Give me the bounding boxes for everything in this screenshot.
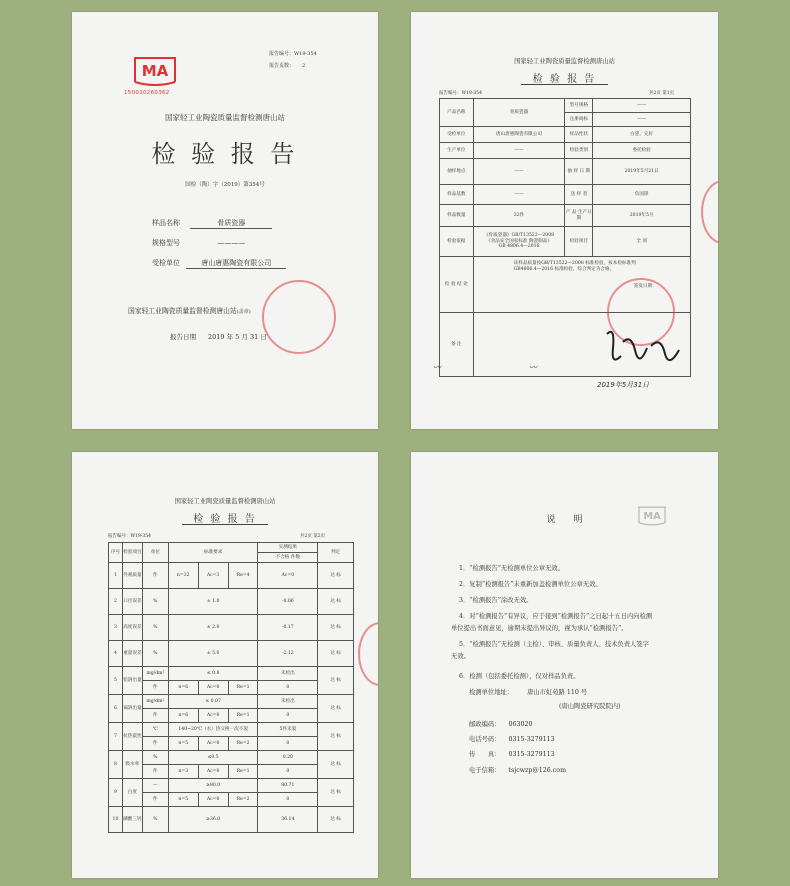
address-sub: (唐山陶瓷研究院院内) (559, 703, 621, 710)
note-item: 2．复制“检测报告”未重新加盖检测单位公章无效。 (459, 581, 602, 588)
edge-seal (701, 180, 718, 244)
table-row: 3 高度误差 % ± 2.0 -0.17 达 标 (109, 615, 354, 641)
table-row: 件 n=5 Ac=0 Re=2 0 (109, 737, 354, 751)
cma-code: 150010260362 (124, 90, 170, 96)
postcode-row: 邮政编码： 063020 (469, 721, 533, 728)
footer-org: 国家轻工业陶瓷质量监督检测唐山站(盖章) (128, 307, 251, 315)
report-notes-page (411, 452, 718, 878)
table-row: 9 白度 — ≥80.0 80.71 达 标 (109, 779, 354, 793)
note-item: 无效。 (451, 653, 470, 660)
table-row: 2 口径误差 % ± 1.0 -0.06 达 标 (109, 589, 354, 615)
summary-table: 产品名称 骨质瓷器 型号规格 —— 注册商标 —— 受检单位 唐山唐惠陶瓷有限公司 样品性状 白瓷、完好 生产单位 —— 检验类别 委托检验 抽样地点 —— 抽 样 日 期 2019年5月21日 样品基数 —— 送 样 者 负国锋 样品数量 32件 产 品 生产日期 2019年5月 检验依据 《骨质瓷器》GB/T13522—2008 《食品安全国家标准 陶瓷制品》 GB 4806.4—2016 检验项目 全 项 检 验 结 论 该样品质量按GB/T13522—2008 标准检验，按本检标准判 GB4806.4—2016 标准检验，综合判定为合格。 签发日期： 备 注 (439, 98, 691, 377)
report-no: 报告编号：W19-354 (108, 534, 151, 539)
spec-row: 规格型号 ———— (152, 239, 246, 247)
note-item: 3．“检测报告”涂改无效。 (459, 597, 533, 604)
page-number: 共2页 第2页 (300, 534, 326, 539)
report-no-line: 报告编号：W19-354 (269, 51, 317, 57)
report-title: 检 验 报 告 (532, 74, 597, 85)
org-name: 国家轻工业陶瓷质量监督检测唐山站 (165, 113, 285, 122)
email-row: 电子信箱： tsjcwzp@126.com (469, 767, 567, 774)
note-item: 6．检测（包括委托检测），仅对样品负责。 (459, 673, 580, 680)
edge-seal (358, 622, 378, 686)
report-title: 检 验 报 告 (151, 140, 299, 168)
report-no: 报告编号：W19-354 (439, 91, 482, 96)
table-row: 5 铅溶出量 mg/dm² ≤ 0.8 未检出 达 标 (109, 667, 354, 681)
table-row: 7 抗热震性 ℃ 140~20℃（水）热交换一次不裂 5件未裂 达 标 (109, 723, 354, 737)
signature-mark (601, 324, 685, 374)
fax-row: 传 真： 0315-3279113 (469, 751, 555, 758)
report-reference: 国检（陶）字（2019）第354号 (185, 182, 265, 188)
table-row: 件 n=6 Ac=0 Re=1 0 (109, 681, 354, 695)
table-row: 件 n=3 Ac=0 Re=1 0 (109, 765, 354, 779)
note-item: 5．“检测报告”无检测（主检）、审核、质量负责人、技术负责人签字 (459, 641, 649, 648)
cma-logo-icon (132, 54, 178, 86)
page-number: 共2页 第1页 (649, 91, 675, 96)
svg-text:MA: MA (141, 62, 169, 80)
report-results-page (72, 452, 378, 878)
report-summary-page: 国家轻工业陶瓷质量监督检测唐山站 检 验 报 告 报告编号：W19-354 共2页 第1页 产品名称 骨质瓷器 型号规格 —— 注册商标 —— 受检单位 唐山唐惠陶瓷有限公司 样品性状 白瓷、完好 生产单位 —— 检验类别 委托检验 抽样地点 —— 抽 样 日 期 2019年5月21日 样品基数 —— 送 样 者 负国锋 样品数量 32件 产 品 生产日期 2019年5月 检验依据 《骨质瓷器》GB/T13522—2008 《食品安全国家标准 陶瓷制品》 GB 4806.4—2016 检验项目 全 项 检 验 结 论 该样品质量按GB/T13522—2008 标准检验，按本检标准判 GB4806.4—2016 标准检验，综合判定为合格。 签发日期： 备 注 〰 〰 2019年5月31日 (411, 12, 718, 429)
sign-date: 2019年5月31日 (597, 381, 650, 389)
report-title: 检 验 报 告 (193, 514, 257, 525)
report-cover-page (72, 12, 378, 429)
org-name: 国家轻工业陶瓷质量监督检测唐山站 (174, 498, 276, 505)
results-table: 序号 检验项目 单位 标准要求 实测结果 判定 不合格 件数 1 外观质量 件 n=32 Ac=3 Re=4 Ac=0 达 标 2 口径误差 % ± 1.0 -0.06 达 标 3 高度误差 % ± 2.0 -0.17 达 标 4 重量误差 % ± 5.0 -2.12 达 标 5 铅溶出量 mg/dm² ≤ 0.8 未检出 达 标 件 n=6 Ac=0 Re=1 0 6 镉溶出量 mg/dm² ≤ 0.07 未检出 达 标 件 n=6 Ac=0 Re=1 0 7 抗热震性 ℃ 140~20℃（水）热交换一次不裂 5件未裂 达 标 件 n=5 Ac=0 Re=2 0 8 吸水率 % ≤0.5 0.20 达 标 件 n=3 Ac=0 Re=1 0 9 白度 — ≥80.0 80.71 达 标 件 n=5 Ac=0 Re=2 0 10 磷酸三钙 % ≥36.0 36.14 达 标 (108, 542, 354, 833)
sample-name-row: 样品名称 骨质瓷器 (152, 218, 272, 229)
table-row: 6 镉溶出量 mg/dm² ≤ 0.07 未检出 达 标 (109, 695, 354, 709)
table-row: 件 n=6 Ac=0 Re=1 0 (109, 709, 354, 723)
report-pages-line: 报告页数： 2 (269, 63, 306, 69)
phone-row: 电话号码： 0315-3279113 (469, 736, 555, 743)
client-row: 受检单位 唐山唐惠陶瓷有限公司 (152, 258, 286, 269)
note-item: 单位提出书面意见，逾期未提出异议的，视为承认“检测报告”。 (451, 625, 628, 632)
address-row: 检测单位地址： 唐山市虹苑路 110 号 (469, 689, 588, 696)
notes-title: 说 明 (546, 515, 583, 525)
org-name: 国家轻工业陶瓷质量监督检测唐山站 (514, 58, 615, 65)
table-row: 件 n=5 Ac=0 Re=2 0 (109, 793, 354, 807)
table-row: 10 磷酸三钙 % ≥36.0 36.14 达 标 (109, 807, 354, 833)
table-row: 4 重量误差 % ± 5.0 -2.12 达 标 (109, 641, 354, 667)
note-item: 1．“检测报告”无检测单位公章无效。 (459, 565, 564, 572)
table-row: 8 吸水率 % ≤0.5 0.20 达 标 (109, 751, 354, 765)
note-item: 4．对“检测报告”有异议，应于接到“检测报告”之日起十五日内向检测 (459, 613, 653, 620)
table-row: 1 外观质量 件 n=32 Ac=3 Re=4 Ac=0 达 标 (109, 563, 354, 589)
report-date-row: 报告日期 2019 年 5 月 31 日 (170, 333, 267, 341)
svg-text:MA: MA (643, 510, 661, 522)
official-seal (262, 280, 336, 354)
